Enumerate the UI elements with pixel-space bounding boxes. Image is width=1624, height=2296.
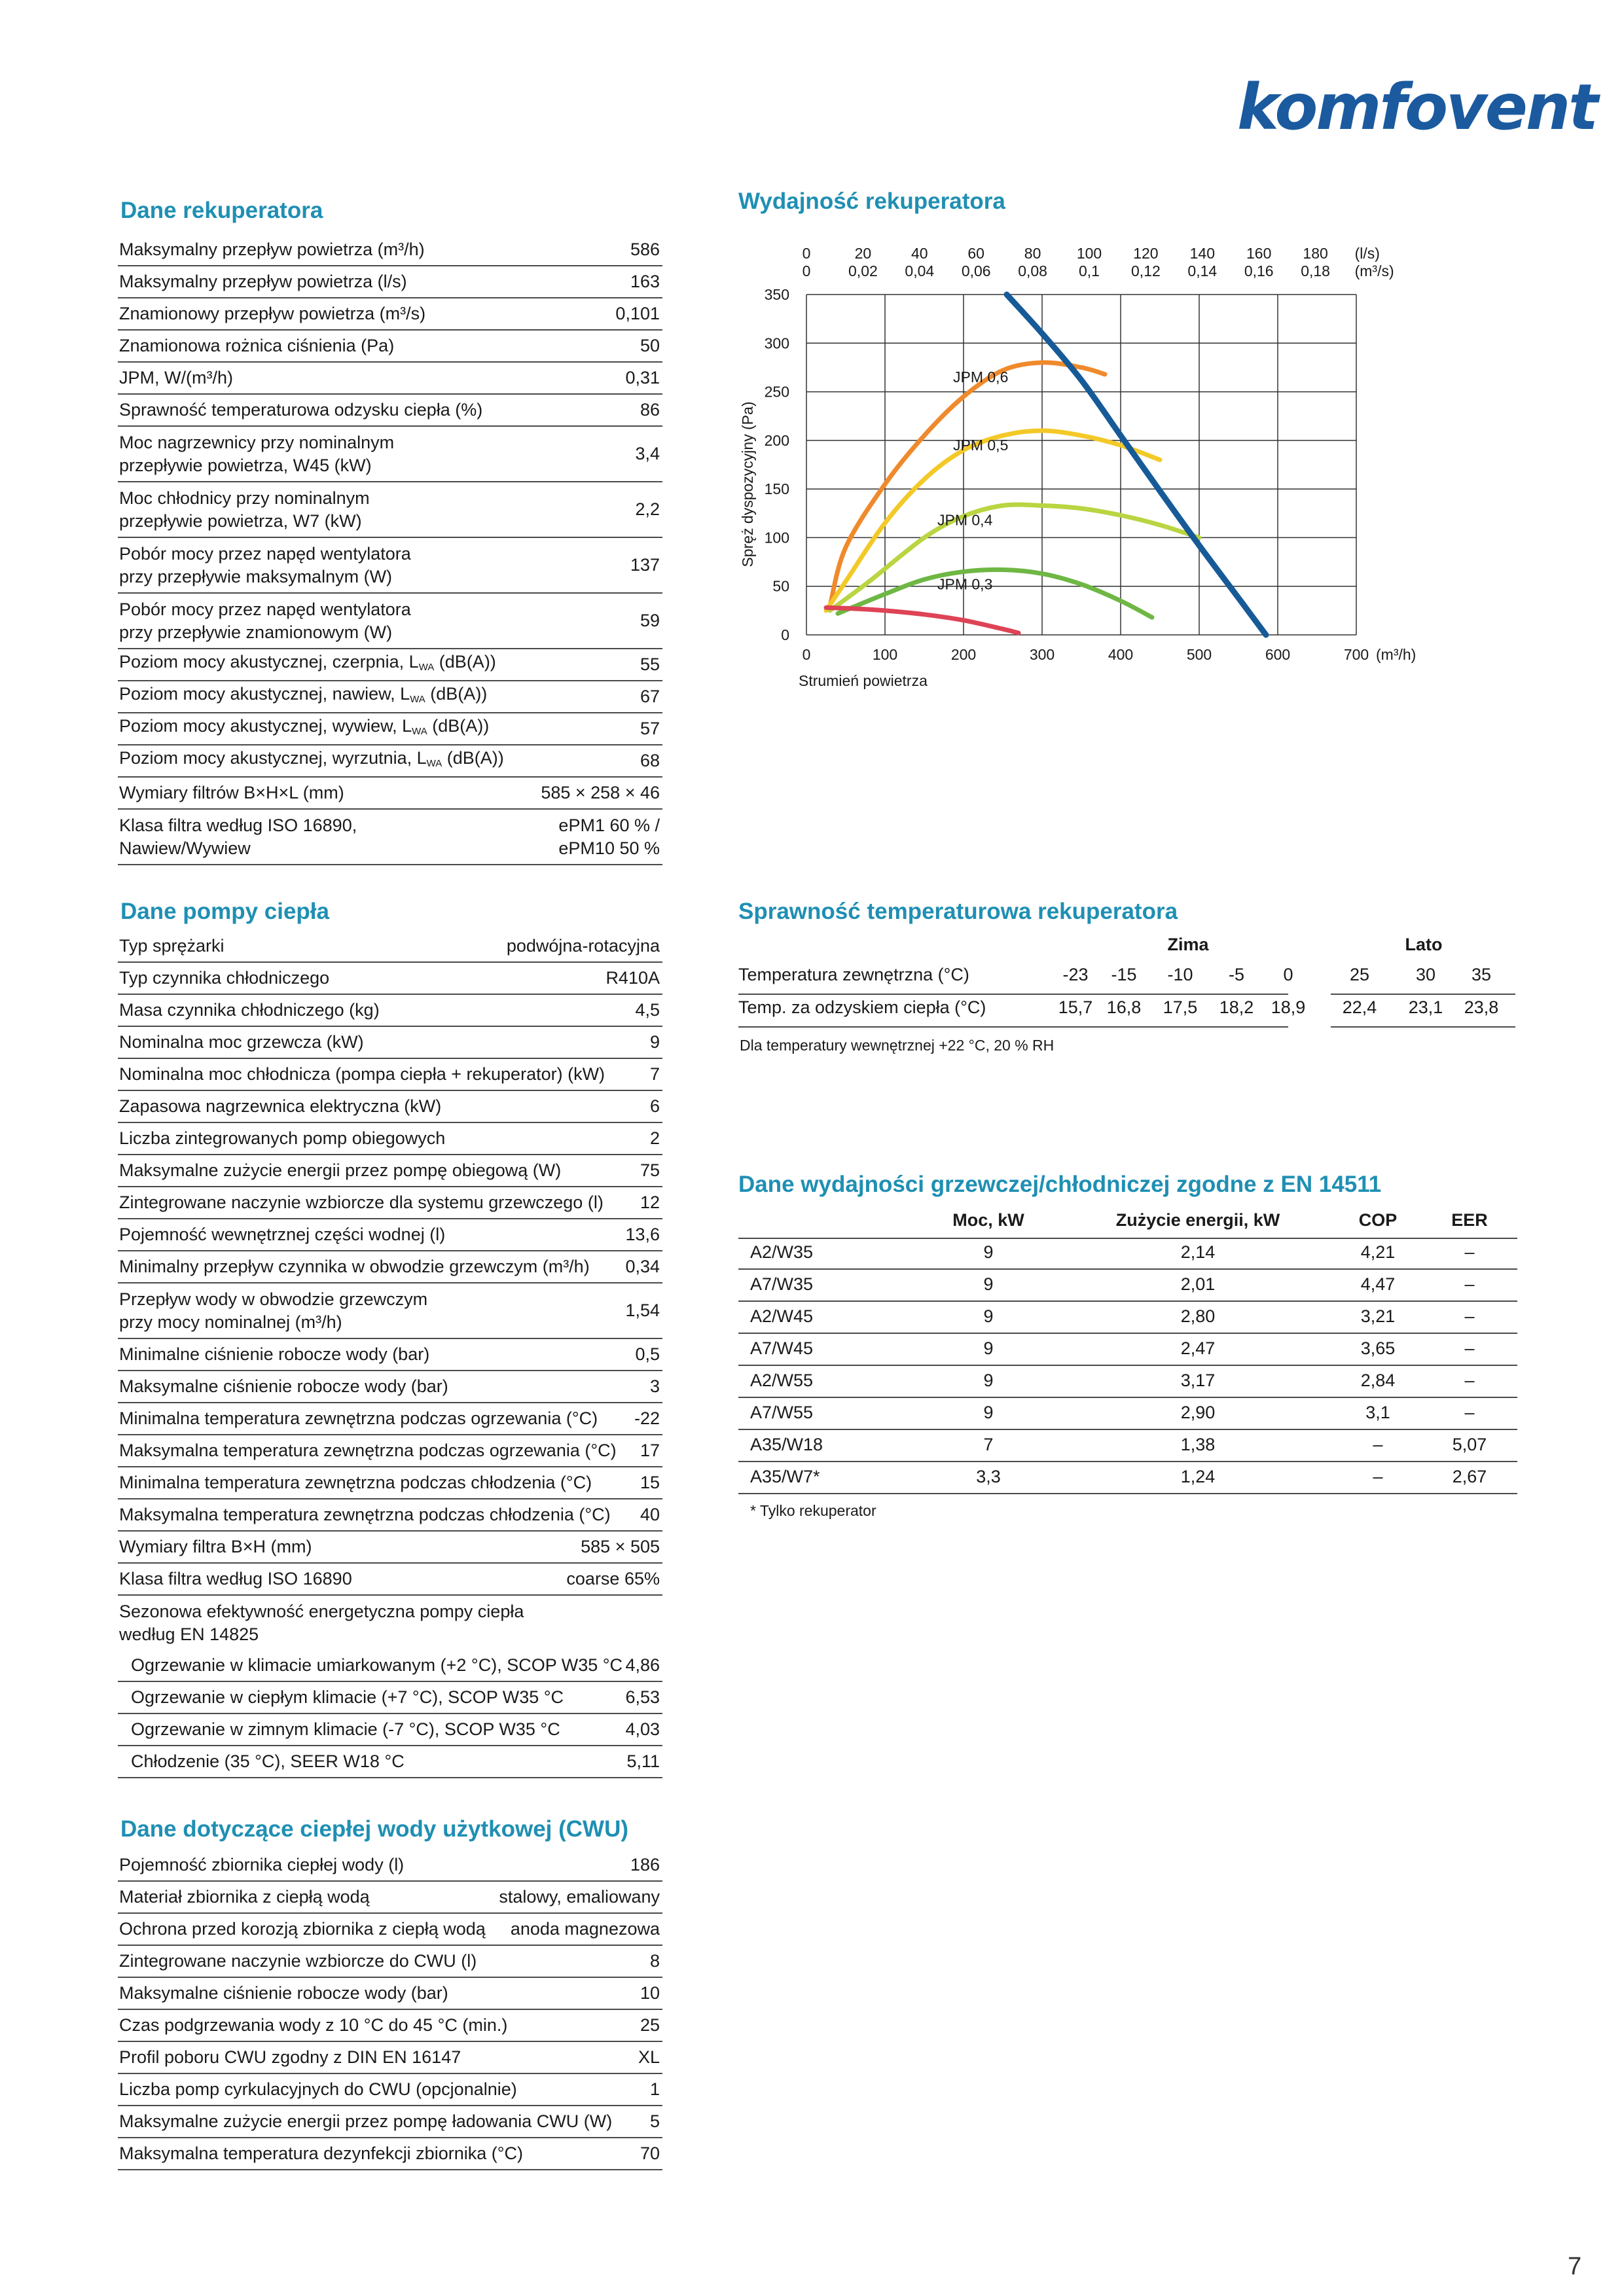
page-number: 7: [1568, 2253, 1582, 2280]
spec-value: 55: [640, 655, 660, 674]
performance-cell: 3,3: [976, 1467, 1001, 1486]
x-tick-label: 0: [802, 646, 811, 663]
performance-cell: 2,67: [1452, 1467, 1487, 1486]
efficiency-cell: -10: [1167, 965, 1193, 984]
spec-label: Sezonowa efektywność energetyczna pompy ciepła według EN 14825: [119, 1601, 524, 1644]
top-tick-ls: 180: [1303, 245, 1328, 262]
spec-value: 70: [640, 2144, 660, 2163]
spec-value: 9: [649, 1032, 660, 1052]
performance-cell: 9: [983, 1306, 994, 1326]
spec-row: [118, 745, 662, 778]
spec-value: 57: [640, 719, 660, 738]
performance-cell: –: [1464, 1338, 1475, 1358]
table-rule: [738, 1493, 1517, 1494]
table-rule: [738, 1026, 1288, 1028]
spec-row: [118, 298, 662, 331]
performance-cell: 2,01: [1180, 1274, 1216, 1294]
spec-label: Zintegrowane naczynie wzbiorcze do CWU (l): [119, 1951, 477, 1971]
efficiency-cell: 22,4: [1342, 997, 1377, 1017]
spec-row: [118, 1914, 662, 1946]
performance-cell: 2,84: [1360, 1371, 1396, 1390]
performance-cell: 3,1: [1365, 1403, 1390, 1422]
spec-row: [118, 1027, 662, 1059]
spec-row: [118, 2138, 662, 2170]
spec-label: Nominalna moc grzewcza (kW): [119, 1032, 364, 1052]
spec-row: [118, 266, 662, 298]
spec-row: [118, 1532, 662, 1564]
performance-cell: 2,14: [1180, 1242, 1216, 1262]
spec-value: 0,5: [635, 1344, 660, 1364]
season-summer: Lato: [1405, 935, 1443, 954]
performance-cell: 1,38: [1180, 1435, 1216, 1454]
series-line: [1007, 295, 1266, 635]
heat-pump-title: Dane pompy ciepła: [120, 899, 329, 924]
spec-row: [118, 395, 662, 427]
performance-cell: 2,47: [1180, 1338, 1216, 1358]
spec-value: 17: [640, 1441, 660, 1460]
performance-row-label: A35/W18: [750, 1435, 823, 1454]
performance-cell: 9: [983, 1242, 994, 1262]
series-label: JPM 0,3: [937, 575, 993, 593]
spec-value: podwójna-rotacyjna: [506, 936, 660, 956]
efficiency-cell: -15: [1111, 965, 1137, 984]
spec-label: Chłodzenie (35 °C), SEER W18 °C: [131, 1751, 405, 1771]
top-tick-ls: 40: [911, 245, 928, 262]
performance-title: Dane wydajności grzewczej/chłodniczej zgodne z EN 14511: [738, 1172, 1382, 1197]
top-tick-ls: 160: [1246, 245, 1272, 262]
spec-value: R410A: [605, 968, 660, 988]
spec-value: 4,86: [625, 1655, 660, 1675]
performance-cell: –: [1373, 1435, 1383, 1454]
performance-row-label: A2/W45: [750, 1306, 814, 1326]
spec-row: [118, 1219, 662, 1251]
x-tick-label: 300: [1029, 646, 1055, 663]
performance-cell: –: [1464, 1403, 1475, 1422]
performance-chart-svg: [733, 229, 1447, 694]
spec-value: -22: [634, 1408, 660, 1428]
spec-label: Pobór mocy przez napęd wentylatora przy przepływie znamionowym (W): [119, 599, 411, 642]
efficiency-note: Dla temperatury wewnętrznej +22 °C, 20 % RH: [740, 1037, 1055, 1054]
spec-row: [118, 1091, 662, 1123]
spec-value: 2,2: [635, 499, 660, 519]
performance-cell: 2,90: [1180, 1403, 1216, 1422]
spec-label: Pojemność zbiornika ciepłej wody (l): [119, 1855, 405, 1874]
spec-value: 67: [640, 687, 660, 706]
spec-label: Znamionowa rożnica ciśnienia (Pa): [119, 336, 395, 355]
spec-row: [118, 1650, 662, 1682]
spec-row: [118, 1187, 662, 1219]
spec-label: Nominalna moc chłodnicza (pompa ciepła + rekuperator) (kW): [119, 1064, 605, 1084]
spec-row: [118, 810, 662, 865]
efficiency-row-label: Temp. za odzyskiem ciepła (°C): [738, 997, 986, 1017]
top-tick-m3s: 0,14: [1187, 262, 1218, 279]
y-tick-label: 50: [772, 577, 789, 595]
x-tick-label: 500: [1186, 646, 1212, 663]
spec-label: Maksymalne ciśnienie robocze wody (bar): [119, 1983, 448, 2003]
y-tick-label: 100: [764, 529, 789, 547]
table-rule: [738, 1333, 1517, 1334]
spec-value: 6: [649, 1096, 660, 1116]
y-tick-label: 250: [764, 383, 789, 401]
performance-row-label: A7/W35: [750, 1274, 814, 1294]
table-rule: [738, 1238, 1517, 1239]
performance-cell: 9: [983, 1274, 994, 1294]
spec-row: [118, 649, 662, 681]
spec-value: 7: [649, 1064, 660, 1084]
top-tick-ls: 0: [802, 245, 811, 262]
spec-row: [118, 1850, 662, 1882]
performance-cell: 9: [983, 1371, 994, 1390]
spec-row: [118, 1882, 662, 1914]
spec-label: Liczba pomp cyrkulacyjnych do CWU (opcjonalnie): [119, 2079, 517, 2099]
efficiency-cell: 25: [1349, 965, 1370, 984]
spec-label: Minimalny przepływ czynnika w obwodzie grzewczym (m³/h): [119, 1257, 590, 1276]
recuperator-table: [118, 234, 662, 865]
spec-row: [118, 1251, 662, 1283]
spec-label: Minimalna temperatura zewnętrzna podczas ogrzewania (°C): [119, 1408, 598, 1428]
spec-value: 25: [640, 2015, 660, 2035]
spec-row: [118, 1371, 662, 1403]
top-tick-ls: 60: [967, 245, 984, 262]
performance-header: Moc, kW: [952, 1210, 1024, 1230]
spec-value: 5: [649, 2111, 660, 2131]
spec-label: Minimalne ciśnienie robocze wody (bar): [119, 1344, 430, 1364]
performance-cell: 4,21: [1360, 1242, 1396, 1262]
y-axis-label: Spręż dyspozycyjny (Pa): [739, 401, 756, 567]
spec-label: Ochrona przed korozją zbiornika z ciepłą wodą: [119, 1919, 486, 1939]
efficiency-title: Sprawność temperaturowa rekuperatora: [738, 899, 1178, 924]
spec-label: Zintegrowane naczynie wzbiorcze dla systemu grzewczego (l): [119, 1193, 604, 1212]
efficiency-cell: 15,7: [1058, 997, 1093, 1017]
spec-value: 75: [640, 1160, 660, 1180]
efficiency-cell: 18,2: [1219, 997, 1254, 1017]
spec-label: Maksymalne zużycie energii przez pompę ładowania CWU (W): [119, 2111, 613, 2131]
spec-label: Masa czynnika chłodniczego (kg): [119, 1000, 380, 1020]
spec-value: 137: [630, 555, 660, 575]
heat-pump-table: [118, 931, 662, 1778]
spec-row: [118, 713, 662, 745]
top-tick-m3s: 0,06: [961, 262, 991, 279]
top-tick-m3s: 0,02: [848, 262, 878, 279]
spec-label: Pojemność wewnętrznej części wodnej (l): [119, 1225, 446, 1244]
performance-row-label: A7/W45: [750, 1338, 814, 1358]
spec-label: Poziom mocy akustycznej, czerpnia, $L_{WA}$ (dB(A)): [119, 652, 496, 673]
spec-row: [118, 1435, 662, 1467]
table-rule: [738, 994, 1288, 995]
spec-label: Poziom mocy akustycznej, wyrzutnia, $L_{WA}$ (dB(A)): [119, 748, 504, 769]
spec-label: Sprawność temperaturowa odzysku ciepła (%): [119, 400, 483, 420]
spec-row: [118, 1978, 662, 2010]
spec-value: 10: [640, 1983, 660, 2003]
spec-label: Czas podgrzewania wody z 10 °C do 45 °C (min.): [119, 2015, 508, 2035]
spec-label: Maksymalna temperatura zewnętrzna podczas chłodzenia (°C): [119, 1505, 611, 1524]
top-tick-ls: 120: [1133, 245, 1159, 262]
x-tick-label: 400: [1108, 646, 1134, 663]
spec-value: 12: [640, 1193, 660, 1212]
performance-cell: –: [1464, 1274, 1475, 1294]
top-tick-ls: 80: [1024, 245, 1041, 262]
spec-value: 8: [649, 1951, 660, 1971]
spec-label: Liczba zintegrowanych pomp obiegowych: [119, 1128, 446, 1148]
performance-cell: 9: [983, 1338, 994, 1358]
spec-row: [118, 1746, 662, 1778]
performance-cell: 3,17: [1180, 1371, 1216, 1390]
performance-chart: [733, 229, 1447, 697]
spec-value: 585 × 258 × 46: [541, 783, 660, 802]
spec-row: [118, 482, 662, 538]
spec-value: XL: [638, 2047, 660, 2067]
spec-value: 40: [640, 1505, 660, 1524]
spec-row: [118, 427, 662, 482]
table-rule: [738, 1461, 1517, 1462]
efficiency-cell: 0: [1283, 965, 1293, 984]
chart-title: Wydajność rekuperatora: [738, 188, 1005, 214]
spec-row: [118, 1123, 662, 1155]
recuperator-title: Dane rekuperatora: [120, 198, 323, 223]
spec-row: [118, 1339, 662, 1371]
series-line: [826, 607, 1019, 633]
spec-label: Pobór mocy przez napęd wentylatora przy przepływie maksymalnym (W): [119, 543, 411, 586]
spec-value: 0,31: [625, 368, 660, 387]
spec-label: Profil poboru CWU zgodny z DIN EN 16147: [119, 2047, 461, 2067]
spec-value: 68: [640, 751, 660, 770]
spec-value: 4,5: [635, 1000, 660, 1020]
performance-cell: –: [1464, 1242, 1475, 1262]
spec-value: 0,34: [625, 1257, 660, 1276]
spec-value: 1,54: [625, 1300, 660, 1320]
dhw-title: Dane dotyczące ciepłej wody użytkowej (CWU): [120, 1816, 628, 1842]
top-tick-ls: 20: [854, 245, 872, 262]
spec-label: JPM, W/(m³/h): [119, 368, 233, 387]
efficiency-cell: 16,8: [1106, 997, 1142, 1017]
x-tick-label: 100: [872, 646, 898, 663]
spec-row: [118, 1682, 662, 1714]
spec-row: [118, 1403, 662, 1435]
x-unit-label: (m³/h): [1376, 646, 1416, 663]
spec-label: Znamionowy przepływ powietrza (m³/s): [119, 304, 426, 323]
x-tick-label: 200: [950, 646, 977, 663]
spec-label: Zapasowa nagrzewnica elektryczna (kW): [119, 1096, 442, 1116]
performance-note: * Tylko rekuperator: [750, 1502, 876, 1519]
top-tick-m3s: 0: [802, 262, 811, 279]
spec-row: [118, 1714, 662, 1746]
performance-header: COP: [1358, 1210, 1398, 1230]
spec-label: Moc nagrzewnicy przy nominalnym przepływie powietrza, W45 (kW): [119, 432, 395, 475]
spec-row: [118, 2074, 662, 2106]
efficiency-cell: 17,5: [1163, 997, 1198, 1017]
x-axis-label: Strumień powietrza: [799, 672, 928, 689]
spec-label: Przepływ wody w obwodzie grzewczym przy mocy nominalnej (m³/h): [119, 1289, 428, 1332]
performance-row-label: A7/W55: [750, 1403, 814, 1422]
spec-label: Materiał zbiornika z ciepłą wodą: [119, 1887, 370, 1907]
y-tick-label: 300: [764, 334, 789, 352]
spec-row: [118, 2010, 662, 2042]
spec-label: Typ czynnika chłodniczego: [119, 968, 330, 988]
top-tick-m3s: 0,18: [1301, 262, 1330, 279]
efficiency-cell: 35: [1471, 965, 1492, 984]
spec-value: 50: [640, 336, 660, 355]
efficiency-cell: 18,9: [1271, 997, 1306, 1017]
top-tick-ls: 100: [1076, 245, 1102, 262]
spec-label: Maksymalne ciśnienie robocze wody (bar): [119, 1376, 448, 1396]
performance-cell: 4,47: [1360, 1274, 1396, 1294]
performance-cell: 3,65: [1360, 1338, 1396, 1358]
efficiency-table: [738, 931, 1516, 1029]
spec-row: [118, 234, 662, 266]
spec-value: coarse 65%: [566, 1569, 660, 1588]
series-label: JPM 0,5: [953, 437, 1009, 454]
spec-row: [118, 1155, 662, 1187]
performance-row-label: A2/W55: [750, 1371, 814, 1390]
series-line: [826, 431, 1160, 611]
performance-cell: 2,80: [1180, 1306, 1216, 1326]
spec-label: Maksymalny przepływ powietrza (m³/h): [119, 240, 425, 259]
spec-value: 1: [649, 2079, 660, 2099]
spec-value: 163: [630, 272, 660, 291]
spec-row: [118, 594, 662, 649]
x-tick-label: 700: [1343, 646, 1369, 663]
spec-label: Klasa filtra według ISO 16890: [119, 1569, 352, 1588]
spec-value: 186: [630, 1855, 660, 1874]
top-tick-m3s: 0,12: [1131, 262, 1161, 279]
series-label: JPM 0,6: [953, 368, 1009, 386]
spec-label: Poziom mocy akustycznej, nawiew, $L_{WA}$ (dB(A)): [119, 684, 488, 705]
spec-row: [118, 2042, 662, 2074]
top-tick-m3s: 0,04: [905, 262, 935, 279]
top-tick-m3s: 0,16: [1244, 262, 1274, 279]
spec-row: [118, 963, 662, 995]
spec-row: [118, 1946, 662, 1978]
spec-row: [118, 1596, 662, 1650]
spec-label: Wymiary filtra B×H (mm): [119, 1537, 312, 1556]
spec-value: 3: [649, 1376, 660, 1396]
performance-table: [738, 1206, 1517, 1494]
performance-cell: –: [1464, 1306, 1475, 1326]
spec-row: [118, 2106, 662, 2138]
spec-label: Poziom mocy akustycznej, wywiew, $L_{WA}$ (dB(A)): [119, 716, 490, 737]
spec-label: Typ sprężarki: [119, 936, 225, 956]
spec-row: [118, 538, 662, 594]
spec-row: [118, 1499, 662, 1532]
performance-row-label: A35/W7*: [750, 1467, 820, 1486]
performance-row-label: A2/W35: [750, 1242, 814, 1262]
season-winter: Zima: [1167, 935, 1209, 954]
spec-value: 586: [630, 240, 660, 259]
spec-value: anoda magnezowa: [510, 1919, 660, 1939]
table-rule: [738, 1300, 1517, 1302]
performance-header: EER: [1451, 1210, 1488, 1230]
top-unit-m3s: (m³/s): [1354, 262, 1394, 279]
spec-row: [118, 363, 662, 395]
spec-label: Ogrzewanie w ciepłym klimacie (+7 °C), SCOP W35 °C: [131, 1687, 564, 1707]
spec-row: [118, 331, 662, 363]
spec-value: 86: [640, 400, 660, 420]
table-rule: [1331, 1026, 1515, 1028]
top-tick-m3s: 0,08: [1018, 262, 1047, 279]
spec-label: Minimalna temperatura zewnętrzna podczas chłodzenia (°C): [119, 1473, 592, 1492]
y-tick-label: 200: [764, 431, 789, 449]
spec-value: 2: [649, 1128, 660, 1148]
performance-cell: –: [1373, 1467, 1383, 1486]
spec-label: Moc chłodnicy przy nominalnym przepływie powietrza, W7 (kW): [119, 488, 370, 531]
performance-header: Zużycie energii, kW: [1115, 1210, 1280, 1230]
y-tick-label: 350: [764, 286, 789, 303]
spec-label: Ogrzewanie w klimacie umiarkowanym (+2 °C), SCOP W35 °C: [131, 1655, 623, 1675]
table-rule: [738, 1397, 1517, 1398]
spec-value: 585 × 505: [581, 1537, 660, 1556]
efficiency-cell: 23,1: [1408, 997, 1443, 1017]
spec-row: [118, 681, 662, 713]
y-tick-label: 0: [781, 626, 789, 643]
performance-cell: 3,21: [1360, 1306, 1396, 1326]
x-tick-label: 600: [1265, 646, 1291, 663]
top-unit-ls: (l/s): [1354, 245, 1380, 262]
table-rule: [1331, 994, 1515, 995]
spec-value: ePM1 60 % / ePM10 50 %: [558, 815, 660, 858]
spec-row: [118, 1059, 662, 1091]
table-rule: [738, 1429, 1517, 1430]
spec-row: [118, 931, 662, 963]
top-tick-ls: 140: [1189, 245, 1215, 262]
spec-label: Maksymalny przepływ powietrza (l/s): [119, 272, 407, 291]
spec-label: Ogrzewanie w zimnym klimacie (-7 °C), SCOP W35 °C: [131, 1719, 560, 1739]
spec-row: [118, 995, 662, 1027]
efficiency-cell: -5: [1228, 965, 1244, 984]
efficiency-cell: 23,8: [1464, 997, 1499, 1017]
y-tick-label: 150: [764, 480, 789, 498]
spec-label: Maksymalne zużycie energii przez pompę obiegową (W): [119, 1160, 562, 1180]
spec-value: 5,11: [626, 1751, 660, 1771]
spec-value: 3,4: [635, 444, 660, 463]
spec-row: [118, 1283, 662, 1339]
table-rule: [738, 1365, 1517, 1366]
efficiency-cell: 30: [1415, 965, 1436, 984]
spec-label: Klasa filtra według ISO 16890, Nawiew/Wywiew: [119, 815, 357, 858]
spec-label: Maksymalna temperatura dezynfekcji zbiornika (°C): [119, 2144, 524, 2163]
performance-cell: 5,07: [1452, 1435, 1487, 1454]
spec-label: Maksymalna temperatura zewnętrzna podczas ogrzewania (°C): [119, 1441, 617, 1460]
performance-cell: –: [1464, 1371, 1475, 1390]
spec-value: 6,53: [625, 1687, 660, 1707]
spec-value: 0,101: [615, 304, 660, 323]
brand-logo: komfovent: [1237, 71, 1597, 144]
efficiency-cell: -23: [1062, 965, 1089, 984]
spec-row: [118, 1564, 662, 1596]
performance-cell: 1,24: [1180, 1467, 1216, 1486]
spec-value: 4,03: [625, 1719, 660, 1739]
top-tick-m3s: 0,1: [1079, 262, 1100, 279]
performance-cell: 7: [983, 1435, 994, 1454]
dhw-table: [118, 1850, 662, 2170]
performance-cell: 9: [983, 1403, 994, 1422]
table-rule: [738, 1268, 1517, 1270]
spec-row: [118, 778, 662, 810]
series-label: JPM 0,4: [937, 511, 993, 529]
efficiency-row-label: Temperatura zewnętrzna (°C): [738, 965, 969, 984]
spec-label: Wymiary filtrów B×H×L (mm): [119, 783, 344, 802]
spec-value: 13,6: [625, 1225, 660, 1244]
spec-row: [118, 1467, 662, 1499]
spec-value: 59: [640, 611, 660, 630]
spec-value: 15: [640, 1473, 660, 1492]
spec-value: stalowy, emaliowany: [499, 1887, 660, 1907]
